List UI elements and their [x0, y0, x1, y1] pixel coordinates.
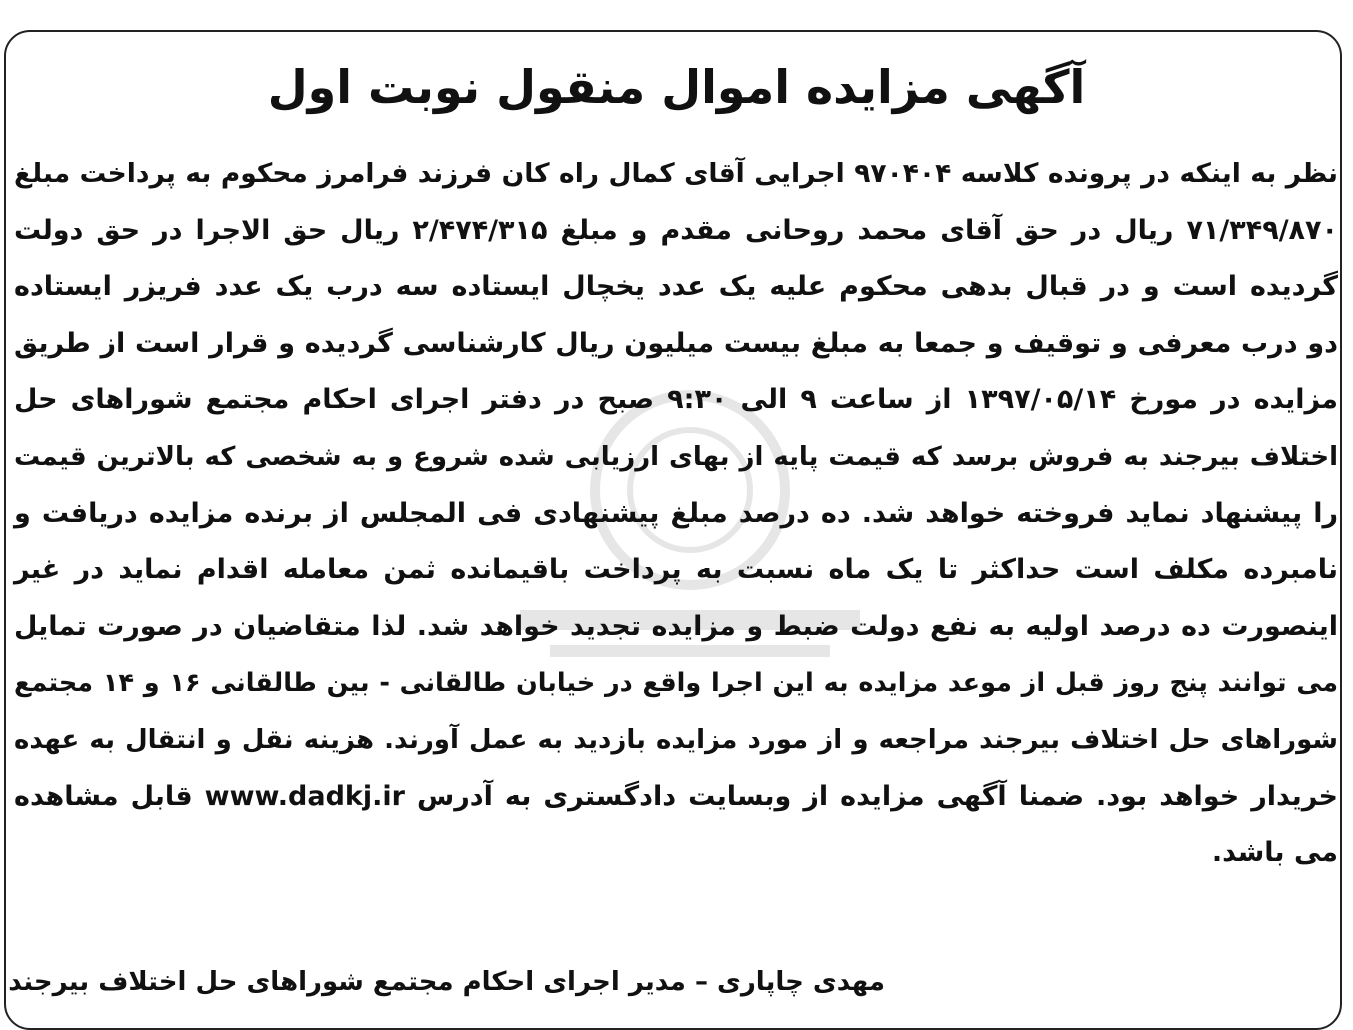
body-line: گردیده است و در قبال بدهی محکوم علیه یک عدد یخچال ایستاده سه درب یک عدد فریزر ایستاده: [14, 271, 1338, 303]
body-line-last: می باشد.: [1211, 837, 1338, 869]
body-line: نظر به اینکه در پرونده کلاسه ۹۷۰۴۰۴ اجرایی آقای کمال راه کان فرزند فرامرز محکوم به پرداخت مبلغ: [14, 158, 1338, 189]
notice-body: [14, 146, 1338, 882]
notice-title: آگهی مزایده اموال منقول نوبت اول: [267, 60, 1086, 114]
body-line: خریدار خواهد بود. ضمنا آگهی مزایده از وبسایت دادگستری به آدرس www.dadkj.ir قابل مشاهده: [14, 780, 1338, 812]
body-line: می توانند پنج روز قبل از موعد مزایده به این اجرا واقع در خیابان طالقانی - بین طالقانی ۱۶ و ۱۴ مجتمع: [14, 668, 1339, 699]
body-line: را پیشنهاد نماید فروخته خواهد شد. ده درصد مبلغ پیشنهادی فی المجلس از برنده مزایده دریافت و: [14, 497, 1338, 529]
body-line: ۷۱/۳۴۹/۸۷۰ ریال در حق آقای محمد روحانی مقدم و مبلغ ۲/۴۷۴/۳۱۵ ریال حق الاجرا در حق دولت: [14, 214, 1338, 246]
body-line: اینصورت ده درصد اولیه به نفع دولت ضبط و مزایده تجدید خواهد شد. لذا متقاضیان در صورت تمایل: [14, 610, 1338, 642]
body-line: نامبرده مکلف است حداکثر تا یک ماه نسبت به پرداخت باقیمانده ثمن معامله اقدام نماید در غیر: [14, 554, 1338, 586]
body-line: اختلاف بیرجند به فروش برسد که قیمت پایه از بهای ارزیابی شده شروع و به شخصی که بالاترین قیمت: [14, 441, 1338, 472]
signature: مهدی چاپاری – مدیر اجرای احکام مجتمع شوراهای حل اختلاف بیرجند: [8, 967, 885, 997]
body-line: مزایده در مورخ ۱۳۹۷/۰۵/۱۴ از ساعت ۹ الی ۹:۳۰ صبح در دفتر اجرای احکام مجتمع شوراهای حل: [14, 384, 1339, 416]
body-line: دو درب معرفی و توقیف و جمعا به مبلغ بیست میلیون ریال کارشناسی گردیده و قرار است از طریق: [14, 327, 1338, 359]
body-line: شوراهای حل اختلاف بیرجند مراجعه و از مورد مزایده بازدید به عمل آورند. هزینه نقل و انتقال به عهده: [14, 724, 1338, 755]
